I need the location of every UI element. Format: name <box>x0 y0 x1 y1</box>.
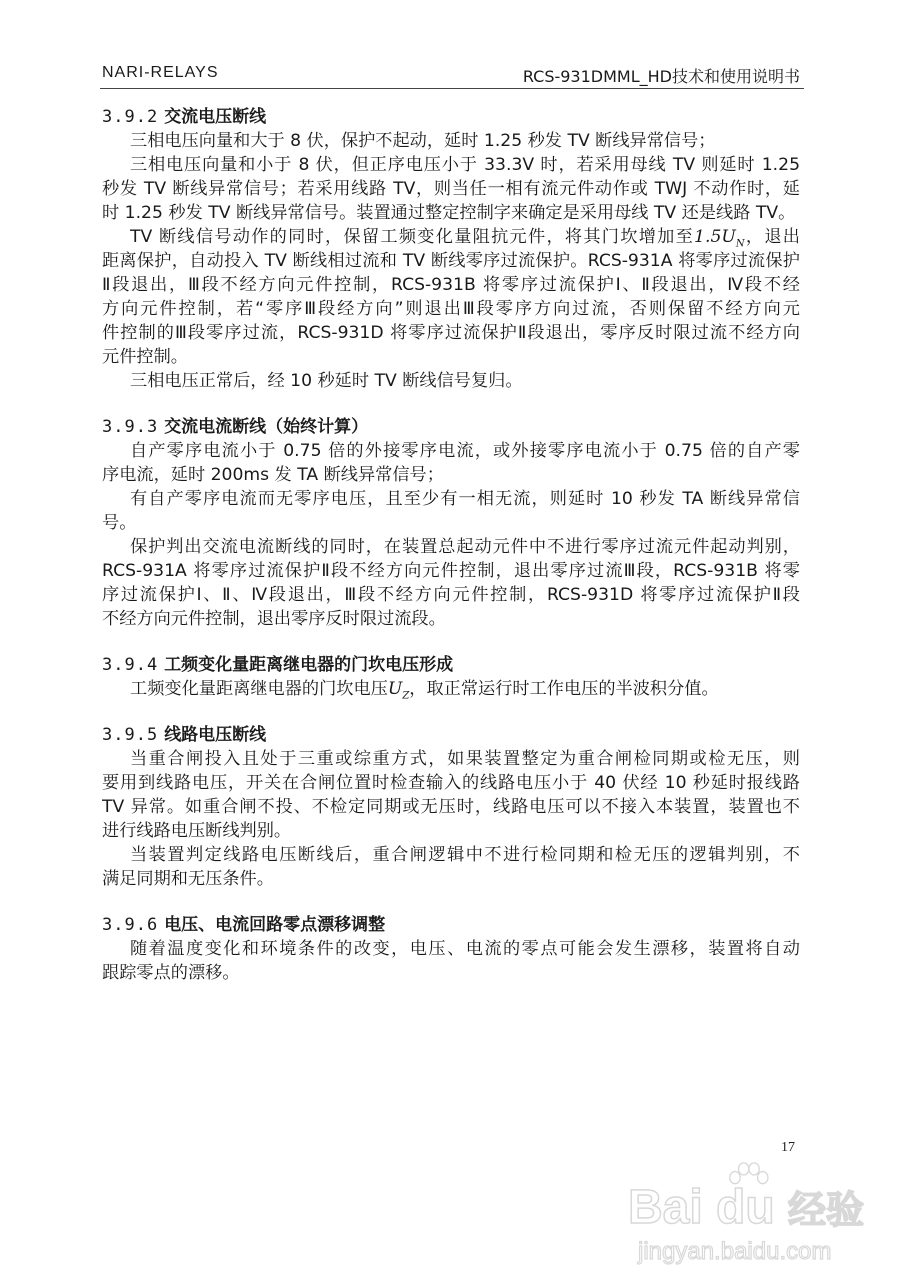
text-line: 元件控制。 <box>102 347 188 367</box>
text-line: 序电流，延时 200ms 发 TA 断线异常信号； <box>102 465 444 485</box>
paragraph <box>102 535 800 631</box>
text-line: 当装置判定线路电压断线后，重合闸逻辑中不进行检同期和检无压的逻辑判别，不 <box>130 845 800 865</box>
watermark-cn: 经验 <box>788 1188 865 1232</box>
section-heading <box>102 105 800 129</box>
text-line: 不经方向元件控制，退出零序反时限过流段。 <box>102 609 446 629</box>
section-number: 3.9.4 <box>102 655 159 675</box>
baidu-jingyan-watermark <box>628 1166 898 1276</box>
text-line: 件控制的Ⅲ段零序过流，RCS-931D 将零序过流保护Ⅱ段退出，零序反时限过流不经方向 <box>102 323 800 343</box>
paragraph <box>102 677 800 701</box>
section-number: 3.9.3 <box>102 417 159 437</box>
section-title: 工频变化量距离继电器的门坎电压形成 <box>164 655 454 675</box>
section-title: 交流电压断线 <box>164 107 267 127</box>
paragraph <box>102 225 800 369</box>
text-segment: TV 断线信号动作的同时，保留工频变化量阻抗元件，将其门坎增加至 <box>130 227 695 247</box>
text-segment: ，取正常运行时工作电压的半波积分值。 <box>409 679 719 699</box>
paragraph <box>102 153 800 225</box>
paragraph <box>102 487 800 535</box>
math-symbol <box>694 227 745 247</box>
section <box>102 415 800 631</box>
section-title: 电压、电流回路零点漂移调整 <box>164 915 386 935</box>
text-line: 自产零序电流小于 0.75 倍的外接零序电流，或外接零序电流小于 0.75 倍的自产零 <box>130 441 800 461</box>
paragraph <box>102 129 800 153</box>
section <box>102 105 800 393</box>
watermark-url: jingyan.baidu.com <box>638 1238 832 1265</box>
paragraph <box>102 937 800 985</box>
text-line: 要用到线路电压，开关在合闸位置时检查输入的线路电压小于 40 伏经 10 秒延时报线路 <box>102 773 800 793</box>
text-line: 序过流保护Ⅰ、Ⅱ、Ⅳ段退出，Ⅲ段不经方向元件控制，RCS-931D 将零序过流保护Ⅱ段 <box>102 585 800 605</box>
text-line: 进行线路电压断线判别。 <box>102 821 292 841</box>
text-segment: ，退出 <box>744 227 800 247</box>
section-heading <box>102 653 800 677</box>
text-line: 当重合闸投入且处于三重或综重方式，如果装置整定为重合闸检同期或检无压，则 <box>130 749 800 769</box>
section-number: 3.9.6 <box>102 915 159 935</box>
section-heading <box>102 415 800 439</box>
paragraph <box>102 747 800 843</box>
text-line: Ⅱ段退出，Ⅲ段不经方向元件控制，RCS-931B 将零序过流保护Ⅰ、Ⅱ段退出，Ⅳ段不经 <box>102 275 800 295</box>
text-line: 号。 <box>102 513 137 533</box>
math-symbol <box>388 679 409 699</box>
page-number: 17 <box>781 1140 795 1155</box>
section-heading <box>102 913 800 937</box>
section-number: 3.9.2 <box>102 107 159 127</box>
text-line: 秒发 TV 断线异常信号；若采用线路 TV，则当任一相有流元件动作或 TWJ 不动作时，延 <box>102 179 800 199</box>
section-number: 3.9.5 <box>102 725 159 745</box>
document-body <box>102 105 800 1007</box>
header-doc-title: RCS-931DMML_HD技术和使用说明书 <box>522 67 800 86</box>
math-subscript: N <box>735 238 745 249</box>
math-base: 1.5U <box>694 227 736 247</box>
section <box>102 723 800 891</box>
section-title: 线路电压断线 <box>164 725 267 745</box>
text-line <box>102 225 800 249</box>
paragraph <box>102 843 800 891</box>
text-line: 有自产零序电流而无零序电压，且至少有一相无流，则延时 10 秒发 TA 断线异常信 <box>130 489 800 509</box>
text-segment: 工频变化量距离继电器的门坎电压 <box>130 679 388 699</box>
header-company: NARI-RELAYS <box>102 64 219 81</box>
text-line: 三相电压正常后，经 10 秒延时 TV 断线信号复归。 <box>130 371 523 391</box>
section <box>102 653 800 701</box>
watermark-brand: Bai du <box>628 1181 775 1234</box>
text-line: 跟踪零点的漂移。 <box>102 963 240 983</box>
text-line: 三相电压向量和大于 8 伏，保护不起动，延时 1.25 秒发 TV 断线异常信号； <box>130 131 716 151</box>
math-base: U <box>387 679 403 699</box>
text-line: 距离保护，自动投入 TV 断线相过流和 TV 断线零序过流保护。RCS-931A 将零序过流保护 <box>102 251 800 271</box>
paragraph <box>102 369 800 393</box>
text-line: 保护判出交流电流断线的同时，在装置总起动元件中不进行零序过流元件起动判别， <box>130 537 800 557</box>
section-heading <box>102 723 800 747</box>
paragraph <box>102 439 800 487</box>
text-line: RCS-931A 将零序过流保护Ⅱ段不经方向元件控制，退出零序过流Ⅲ段，RCS-931B 将零 <box>102 561 800 581</box>
text-line: TV 异常。如重合闸不投、不检定同期或无压时，线路电压可以不接入本装置，装置也不 <box>102 797 800 817</box>
text-line: 三相电压向量和小于 8 伏，但正序电压小于 33.3V 时，若采用母线 TV 则延时 1.25 <box>130 155 800 175</box>
text-line <box>102 677 800 701</box>
text-line: 方向元件控制，若“零序Ⅲ段经方向”则退出Ⅲ段零序方向过流，否则保留不经方向元 <box>102 299 800 319</box>
text-line: 满足同期和无压条件。 <box>102 869 274 889</box>
text-line: 时 1.25 秒发 TV 断线异常信号。装置通过整定控制字来确定是采用母线 TV 还是线路 TV。 <box>102 203 796 223</box>
section-title: 交流电流断线（始终计算） <box>164 417 369 437</box>
text-line: 随着温度变化和环境条件的改变，电压、电流的零点可能会发生漂移，装置将自动 <box>130 939 800 959</box>
section <box>102 913 800 985</box>
math-subscript: Z <box>402 690 410 701</box>
header-rule <box>100 88 804 89</box>
